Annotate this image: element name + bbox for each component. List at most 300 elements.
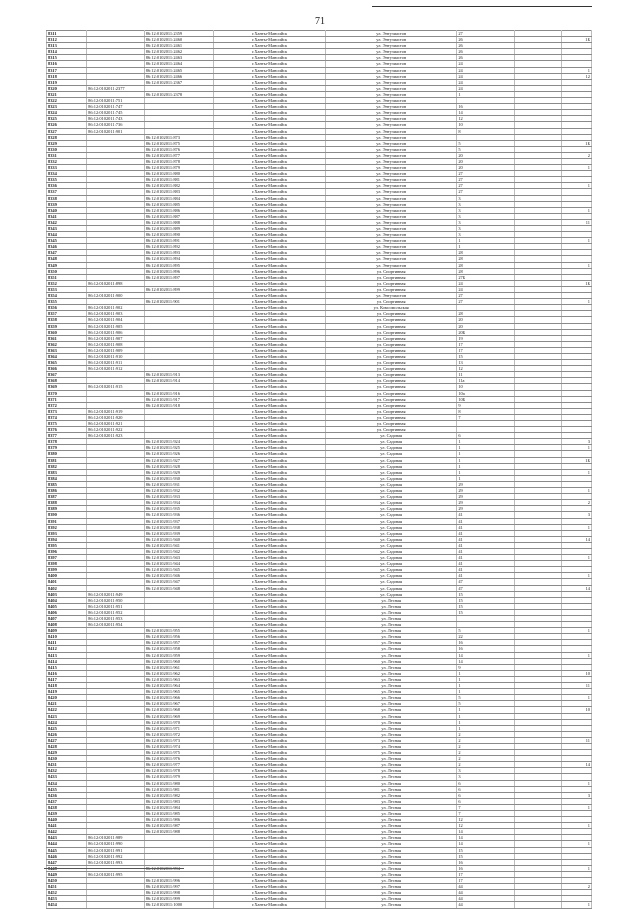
cadastral-number-land: 86:12:0102011:743: [87, 116, 145, 122]
row-number: 8379: [47, 445, 87, 451]
cadastral-number-building: 86:12:0102011:946: [144, 573, 213, 579]
row-number: 8348: [47, 256, 87, 262]
row-number: 8402: [47, 585, 87, 591]
row-number: 8328: [47, 134, 87, 140]
city: г.Ханты-Мансийск: [214, 128, 326, 134]
street: ул. Энтузиастов: [325, 85, 456, 91]
house-number: 15: [457, 591, 515, 597]
house-number: 20: [457, 165, 515, 171]
house-number: 47: [457, 579, 515, 585]
street: ул. Садовая: [325, 451, 456, 457]
house-number: 41: [457, 518, 515, 524]
cadastral-number-building: 86:12:0102011:973: [144, 737, 213, 743]
flat-number: 1: [561, 695, 591, 701]
street: ул. Лесная: [325, 676, 456, 682]
row-number: 8414: [47, 658, 87, 664]
house-number: 12: [457, 823, 515, 829]
cadastral-number-land: 86:12:0102011:951: [87, 603, 145, 609]
street: ул. Лесная: [325, 847, 456, 853]
street: ул. Садовая: [325, 500, 456, 506]
street: ул. Энтузиастов: [325, 55, 456, 61]
house-number: 7: [457, 804, 515, 810]
street: ул. Лесная: [325, 683, 456, 689]
house-number: 2: [457, 750, 515, 756]
street: ул. Энтузиастов: [325, 238, 456, 244]
city: г.Ханты-Мансийск: [214, 213, 326, 219]
house-number: 41: [457, 561, 515, 567]
street: ул. Энтузиастов: [325, 213, 456, 219]
house-number: 28: [457, 250, 515, 256]
flat-number: 14: [561, 762, 591, 768]
cadastral-number-building: 86:12:0102011:934: [144, 500, 213, 506]
street: ул. Лесная: [325, 762, 456, 768]
street: ул. Энтузиастов: [325, 232, 456, 238]
flat-number: 1: [561, 628, 591, 634]
row-number: 8438: [47, 804, 87, 810]
city: г.Ханты-Мансийск: [214, 731, 326, 737]
street: ул. Лесная: [325, 884, 456, 890]
cadastral-number-land: 86:12:0102011:907: [87, 335, 145, 341]
row-number: 8435: [47, 786, 87, 792]
street: ул. Лесная: [325, 640, 456, 646]
house-number: 16: [457, 104, 515, 110]
street: ул. Садовая: [325, 469, 456, 475]
flat-number: 1: [561, 67, 591, 73]
city: г.Ханты-Мансийск: [214, 140, 326, 146]
cadastral-number-land: 86:12:0102011:992: [87, 853, 145, 859]
row-number: 8453: [47, 896, 87, 902]
row-number: 8450: [47, 878, 87, 884]
street: ул. Спортивная: [325, 421, 456, 427]
street: ул. Лесная: [325, 786, 456, 792]
row-number: 8347: [47, 250, 87, 256]
house-number: 41: [457, 542, 515, 548]
house-number: 20: [457, 152, 515, 158]
cadastral-number-land: 86:12:0102011:950: [87, 597, 145, 603]
street: ул. Лесная: [325, 743, 456, 749]
row-number: 8337: [47, 189, 87, 195]
city: г.Ханты-Мансийск: [214, 226, 326, 232]
row-number: 8384: [47, 475, 87, 481]
street: ул. Спортивная: [325, 414, 456, 420]
house-number: 15: [457, 609, 515, 615]
house-number: 7: [457, 811, 515, 817]
street: ул. Спортивная: [325, 323, 456, 329]
city: г.Ханты-Мансийск: [214, 353, 326, 359]
street: ул. Лесная: [325, 792, 456, 798]
house-number: 8: [457, 408, 515, 414]
row-number: 8331: [47, 152, 87, 158]
cadastral-number-building: 86:12:0102011:972: [144, 731, 213, 737]
house-number: 28: [457, 268, 515, 274]
house-number: 9: [457, 664, 515, 670]
city: г.Ханты-Мансийск: [214, 786, 326, 792]
row-number: 8367: [47, 372, 87, 378]
row-number: 8342: [47, 219, 87, 225]
house-number: 44: [457, 902, 515, 908]
cadastral-number-building: 86:12:0102011:878: [144, 158, 213, 164]
city: г.Ханты-Мансийск: [214, 152, 326, 158]
row-number: 8444: [47, 841, 87, 847]
street: ул. Энтузиастов: [325, 256, 456, 262]
row-number: 8359: [47, 323, 87, 329]
house-number: 5: [457, 146, 515, 152]
cadastral-number-building: 86:12:0102011:986: [144, 817, 213, 823]
row-number: 8335: [47, 177, 87, 183]
row-number: 8430: [47, 756, 87, 762]
street: ул. Лесная: [325, 695, 456, 701]
house-number: 1: [457, 683, 515, 689]
cadastral-number-building: 86:12:0102011:962: [144, 670, 213, 676]
city: г.Ханты-Мансийск: [214, 506, 326, 512]
house-number: 3: [457, 213, 515, 219]
city: г.Ханты-Мансийск: [214, 725, 326, 731]
cadastral-number-building: 86:12:0102011:883: [144, 189, 213, 195]
city: г.Ханты-Мансийск: [214, 896, 326, 902]
house-number: 14: [457, 841, 515, 847]
flat-number: 1: [561, 652, 591, 658]
cadastral-number-building: 86:12:0102011:948: [144, 585, 213, 591]
cadastral-number-building: 86:12:0102011:879: [144, 165, 213, 171]
house-number: 44: [457, 884, 515, 890]
street: ул. Энтузиастов: [325, 122, 456, 128]
flat-number: 10: [561, 670, 591, 676]
city: г.Ханты-Мансийск: [214, 195, 326, 201]
street: ул. Энтузиастов: [325, 177, 456, 183]
street: ул. Энтузиастов: [325, 152, 456, 158]
street: ул. Садовая: [325, 506, 456, 512]
flat-number: 2: [561, 500, 591, 506]
street: ул. Спортивная: [325, 427, 456, 433]
row-number: 8345: [47, 238, 87, 244]
row-number: 8418: [47, 683, 87, 689]
street: ул. Садовая: [325, 536, 456, 542]
city: г.Ханты-Мансийск: [214, 305, 326, 311]
cadastral-number-land: 86:12:0102011:920: [87, 414, 145, 420]
house-number: 12: [457, 116, 515, 122]
cadastral-number-land: 86:12:0102011:912: [87, 366, 145, 372]
street: ул. Энтузиастов: [325, 91, 456, 97]
cadastral-number-land: 86:12:0102011:949: [87, 591, 145, 597]
flat-number: 3: [561, 512, 591, 518]
row-number: 8407: [47, 616, 87, 622]
city: г.Ханты-Мансийск: [214, 817, 326, 823]
cadastral-number-land: 86:12:0102011:995: [87, 871, 145, 877]
flat-number: 3: [561, 439, 591, 445]
street: ул. Спортивная: [325, 317, 456, 323]
row-number: 8370: [47, 390, 87, 396]
flat-number: 1: [561, 469, 591, 475]
house-number: 14: [457, 835, 515, 841]
row-number: 8389: [47, 506, 87, 512]
row-number: 8400: [47, 573, 87, 579]
city: г.Ханты-Мансийск: [214, 603, 326, 609]
flat-number: 3: [561, 792, 591, 798]
cadastral-number-building: 86:12:0102011:998: [144, 890, 213, 896]
row-number: 8385: [47, 481, 87, 487]
row-number: 8324: [47, 110, 87, 116]
house-number: 3: [457, 219, 515, 225]
house-number: 27: [457, 171, 515, 177]
house-number: 24: [457, 73, 515, 79]
cadastral-number-building: 86:12:0102011:932: [144, 488, 213, 494]
city: г.Ханты-Мансийск: [214, 500, 326, 506]
city: г.Ханты-Мансийск: [214, 591, 326, 597]
house-number: 14: [457, 652, 515, 658]
cadastral-number-land: 86:12:0102011:898: [87, 280, 145, 286]
cadastral-number-land: 86:12:0102011:901: [87, 128, 145, 134]
row-number: 8354: [47, 293, 87, 299]
street: ул. Лесная: [325, 890, 456, 896]
city: г.Ханты-Мансийск: [214, 494, 326, 500]
city: г.Ханты-Мансийск: [214, 683, 326, 689]
row-number: 8326: [47, 122, 87, 128]
city: г.Ханты-Мансийск: [214, 573, 326, 579]
house-number: 27: [457, 299, 515, 305]
city: г.Ханты-Мансийск: [214, 201, 326, 207]
city: г.Ханты-Мансийск: [214, 85, 326, 91]
city: г.Ханты-Мансийск: [214, 79, 326, 85]
city: г.Ханты-Мансийск: [214, 884, 326, 890]
house-number: 3: [457, 232, 515, 238]
city: г.Ханты-Мансийск: [214, 110, 326, 116]
row-number: 8415: [47, 664, 87, 670]
cadastral-number-land: 86:12:0102011:952: [87, 609, 145, 615]
street: ул. Энтузиастов: [325, 110, 456, 116]
street: ул. Энтузиастов: [325, 37, 456, 43]
row-number: 8445: [47, 847, 87, 853]
street: ул. Лесная: [325, 701, 456, 707]
city: г.Ханты-Мансийск: [214, 232, 326, 238]
cadastral-number-building: 86:12:0102011:925: [144, 445, 213, 451]
row-number: 8449: [47, 871, 87, 877]
street: ул. Спортивная: [325, 335, 456, 341]
flat-number: 1Б: [561, 140, 591, 146]
street: ул. Лесная: [325, 817, 456, 823]
city: г.Ханты-Мансийск: [214, 299, 326, 305]
street: ул. Лесная: [325, 756, 456, 762]
city: г.Ханты-Мансийск: [214, 628, 326, 634]
row-number: 8351: [47, 274, 87, 280]
row-number: 8440: [47, 817, 87, 823]
flat-number: 1: [561, 804, 591, 810]
city: г.Ханты-Мансийск: [214, 841, 326, 847]
cadastral-number-building: 86:12:0102011:967: [144, 701, 213, 707]
row-number: 8349: [47, 262, 87, 268]
city: г.Ханты-Мансийск: [214, 878, 326, 884]
flat-number: 14: [561, 585, 591, 591]
register-body: [47, 31, 592, 909]
flat-number: 1Б: [561, 280, 591, 286]
city: г.Ханты-Мансийск: [214, 689, 326, 695]
house-number: 6: [457, 798, 515, 804]
house-number: 20: [457, 158, 515, 164]
flat-number: 1: [561, 841, 591, 847]
street: ул. Энтузиастов: [325, 140, 456, 146]
cadastral-number-building: 86:12:0102011:917: [144, 396, 213, 402]
cadastral-number-land: 86:12:0102011:902: [87, 305, 145, 311]
street: ул. Спортивная: [325, 402, 456, 408]
row-number: 8387: [47, 494, 87, 500]
street: ул. Спортивная: [325, 286, 456, 292]
city: г.Ханты-Мансийск: [214, 622, 326, 628]
city: г.Ханты-Мансийск: [214, 165, 326, 171]
row-number: 8421: [47, 701, 87, 707]
house-number: 24: [457, 61, 515, 67]
city: г.Ханты-Мансийск: [214, 433, 326, 439]
row-number: 8386: [47, 488, 87, 494]
flat-number: 1Б: [561, 457, 591, 463]
row-number: 8410: [47, 634, 87, 640]
city: г.Ханты-Мансийск: [214, 530, 326, 536]
row-number: 8417: [47, 676, 87, 682]
row-number: 8366: [47, 366, 87, 372]
house-number: 2: [457, 756, 515, 762]
row-number: 8409: [47, 628, 87, 634]
city: г.Ханты-Мансийск: [214, 811, 326, 817]
city: г.Ханты-Мансийск: [214, 652, 326, 658]
city: г.Ханты-Мансийск: [214, 347, 326, 353]
street: ул. Садовая: [325, 494, 456, 500]
city: г.Ханты-Мансийск: [214, 335, 326, 341]
street: ул. Садовая: [325, 567, 456, 573]
city: г.Ханты-Мансийск: [214, 859, 326, 865]
city: г.Ханты-Мансийск: [214, 91, 326, 97]
cadastral-number-building: 86:12:0102011:942: [144, 548, 213, 554]
city: г.Ханты-Мансийск: [214, 670, 326, 676]
house-number: 1: [457, 670, 515, 676]
row-number: 8424: [47, 719, 87, 725]
cadastral-number-land: 86:12:0102011:906: [87, 329, 145, 335]
street: ул. Энтузиастов: [325, 98, 456, 104]
street: ул. Лесная: [325, 841, 456, 847]
cadastral-number-building: 86:12:0102011:969: [144, 713, 213, 719]
row-number: 8311: [47, 31, 87, 37]
city: г.Ханты-Мансийск: [214, 750, 326, 756]
house-number: 17: [457, 347, 515, 353]
cadastral-number-building: 86:12:0102011:958: [144, 646, 213, 652]
street: ул. Лесная: [325, 859, 456, 865]
cadastral-number-building: 86:12:0102011:916: [144, 390, 213, 396]
row-number: 8375: [47, 421, 87, 427]
cadastral-number-building: 86:12:0102011:984: [144, 804, 213, 810]
flat-number: 14: [561, 536, 591, 542]
cadastral-number-building: 86:12:0102011:960: [144, 658, 213, 664]
street: ул. Лесная: [325, 707, 456, 713]
cadastral-number-building: 86:12:0102011:987: [144, 823, 213, 829]
flat-number: 1: [561, 573, 591, 579]
city: г.Ханты-Мансийск: [214, 542, 326, 548]
cadastral-number-land: 86:12:0102011:736: [87, 122, 145, 128]
house-number: 3: [457, 195, 515, 201]
house-number: 17: [457, 341, 515, 347]
row-number: 8353: [47, 286, 87, 292]
cadastral-number-building: 86:12:0102011:2465: [144, 67, 213, 73]
city: г.Ханты-Мансийск: [214, 488, 326, 494]
street: ул. Садовая: [325, 475, 456, 481]
street: ул. Энтузиастов: [325, 104, 456, 110]
street: ул. Лесная: [325, 774, 456, 780]
street: ул. Садовая: [325, 445, 456, 451]
flat-number: 1: [561, 299, 591, 305]
street: ул. Энтузиастов: [325, 183, 456, 189]
street: ул. Лесная: [325, 902, 456, 908]
cadastral-number-building: 86:12:0102011:975: [144, 750, 213, 756]
row-number: 8447: [47, 859, 87, 865]
house-number: 1: [457, 689, 515, 695]
street: ул. Энтузиастов: [325, 250, 456, 256]
row-number: 8443: [47, 835, 87, 841]
city: г.Ханты-Мансийск: [214, 183, 326, 189]
city: г.Ханты-Мансийск: [214, 768, 326, 774]
row-number: 8436: [47, 792, 87, 798]
cadastral-number-building: 86:12:0102011:901: [144, 299, 213, 305]
house-number: 7: [457, 414, 515, 420]
city: г.Ханты-Мансийск: [214, 743, 326, 749]
city: г.Ханты-Мансийск: [214, 280, 326, 286]
city: г.Ханты-Мансийск: [214, 262, 326, 268]
cadastral-number-building: 86:12:0102011:890: [144, 232, 213, 238]
house-number: 16: [457, 640, 515, 646]
city: г.Ханты-Мансийск: [214, 640, 326, 646]
row-number: 8433: [47, 774, 87, 780]
city: г.Ханты-Мансийск: [214, 98, 326, 104]
house-number: 28: [457, 311, 515, 317]
city: г.Ханты-Мансийск: [214, 31, 326, 37]
house-number: 27: [457, 31, 515, 37]
house-number: 1: [457, 238, 515, 244]
top-rule: [372, 6, 592, 7]
street: ул. Энтузиастов: [325, 189, 456, 195]
street: ул. Спортивная: [325, 274, 456, 280]
city: г.Ханты-Мансийск: [214, 360, 326, 366]
house-number: 26: [457, 55, 515, 61]
house-number: 3: [457, 774, 515, 780]
street: ул. Лесная: [325, 798, 456, 804]
cadastral-number-building: 86:12:0102011:2462: [144, 49, 213, 55]
city: г.Ханты-Мансийск: [214, 695, 326, 701]
street: ул. Энтузиастов: [325, 67, 456, 73]
cadastral-number-building: 86:12:0102011:961: [144, 664, 213, 670]
house-number: 1: [457, 469, 515, 475]
street: ул. Лесная: [325, 829, 456, 835]
cadastral-number-building: 86:12:0102011:880: [144, 171, 213, 177]
house-number: 10а: [457, 390, 515, 396]
flat-number: 11: [561, 737, 591, 743]
cadastral-number-building: 86:12:0102011:2359: [144, 31, 213, 37]
cadastral-number-building: 86:12:0102011:2460: [144, 37, 213, 43]
bottom-rule: [44, 868, 184, 869]
house-number: 14: [457, 110, 515, 116]
cadastral-number-land: 86:12:0102011:922: [87, 427, 145, 433]
house-number: 1: [457, 244, 515, 250]
row-number: 8416: [47, 670, 87, 676]
cadastral-number-building: 86:12:0102011:886: [144, 207, 213, 213]
flat-number: 2: [561, 152, 591, 158]
city: г.Ханты-Мансийск: [214, 219, 326, 225]
street: ул. Спортивная: [325, 372, 456, 378]
cadastral-number-land: 86:12:0102011:903: [87, 311, 145, 317]
row-number: 8404: [47, 597, 87, 603]
page-number: 71: [315, 16, 325, 27]
house-number: 3: [457, 207, 515, 213]
row-number: 8363: [47, 347, 87, 353]
flat-number: 1: [561, 445, 591, 451]
street: ул. Энтузиастов: [325, 158, 456, 164]
row-number: 8434: [47, 780, 87, 786]
street: ул. Лесная: [325, 628, 456, 634]
street: ул. Спортивная: [325, 390, 456, 396]
